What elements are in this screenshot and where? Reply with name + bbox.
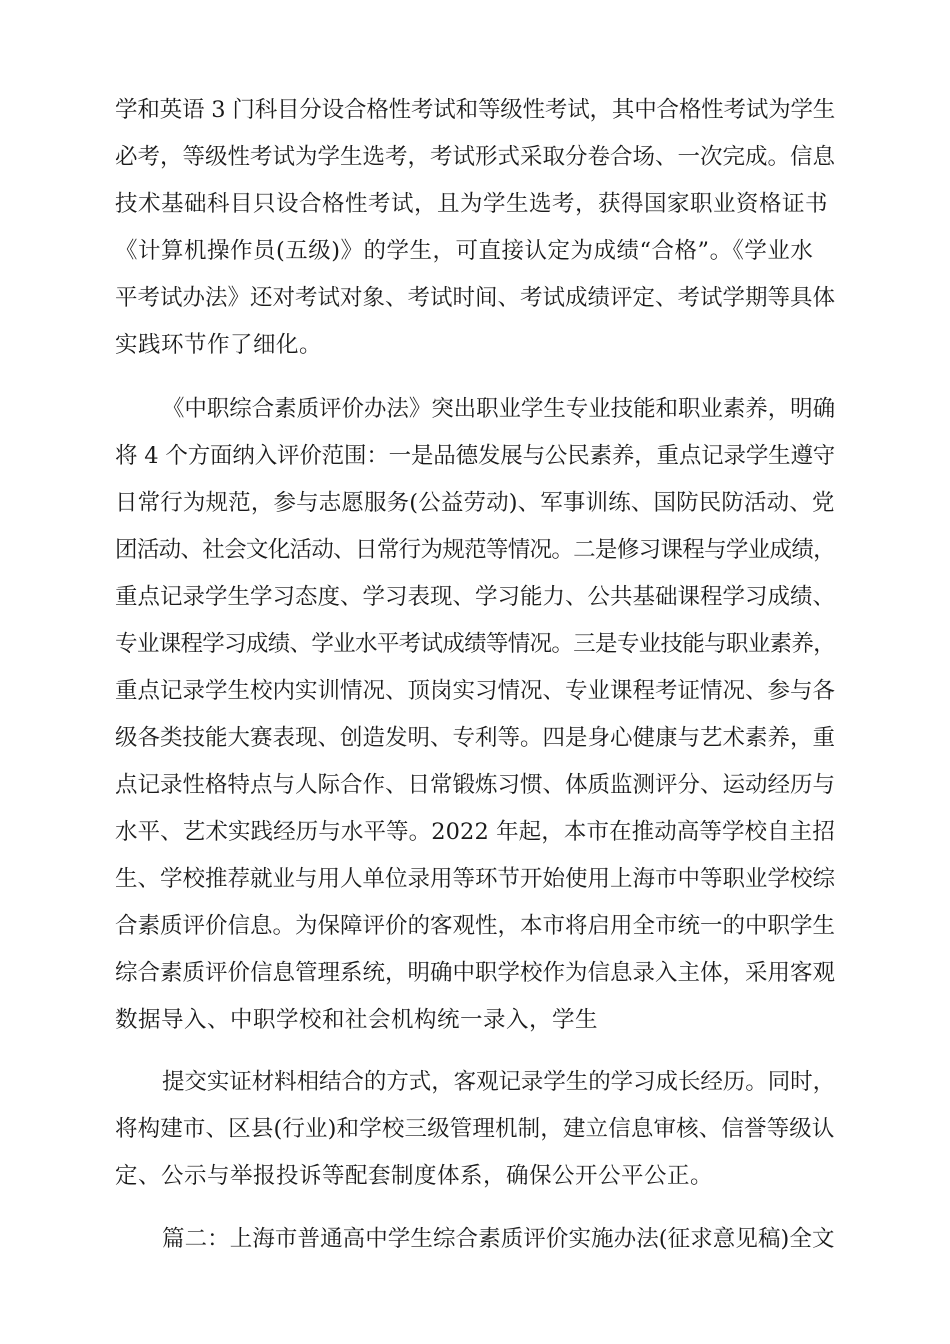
paragraph-line: 生、学校推荐就业与用人单位录用等环节开始使用上海市中等职业学校综: [115, 866, 836, 892]
paragraph-line: 级各类技能大赛表现、创造发明、专利等。四是身心健康与艺术素养，重: [115, 725, 836, 751]
paragraph-line: 数据导入、中职学校和社会机构统一录入，学生: [115, 1007, 599, 1033]
paragraph-line: 综合素质评价信息管理系统，明确中职学校作为信息录入主体，采用客观: [115, 960, 836, 986]
paragraph-line: 平考试办法》还对考试对象、考试时间、考试成绩评定、考试学期等具体: [115, 285, 836, 311]
paragraph-line: 实践环节作了细化。: [115, 332, 323, 358]
paragraph-line: 水平、艺术实践经历与水平等。2022 年起，本市在推动高等学校自主招: [115, 819, 835, 845]
section-heading: 篇二：上海市普通高中学生综合素质评价实施办法(征求意见稿)全文: [162, 1226, 835, 1252]
paragraph-line: 点记录性格特点与人际合作、日常锻炼习惯、体质监测评分、运动经历与: [115, 772, 836, 798]
paragraph-line: 提交实证材料相结合的方式，客观记录学生的学习成长经历。同时，: [162, 1069, 836, 1095]
paragraph-line: 日常行为规范，参与志愿服务(公益劳动)、军事训练、国防民防活动、党: [115, 490, 835, 516]
paragraph-line: 学和英语 3 门科目分设合格性考试和等级性考试，其中合格性考试为学生: [115, 97, 836, 123]
paragraph-line: 《中职综合素质评价办法》突出职业学生专业技能和职业素养，明确: [162, 396, 836, 422]
paragraph-line: 专业课程学习成绩、学业水平考试成绩等情况。三是专业技能与职业素养，: [115, 631, 836, 657]
paragraph-line: 将构建市、区县(行业)和学校三级管理机制，建立信息审核、信誉等级认: [115, 1116, 835, 1142]
paragraph-line: 技术基础科目只设合格性考试，且为学生选考，获得国家职业资格证书: [115, 191, 829, 217]
paragraph-line: 重点记录学生学习态度、学习表现、学习能力、公共基础课程学习成绩、: [115, 584, 836, 610]
paragraph-line: 必考，等级性考试为学生选考，考试形式采取分卷合场、一次完成。信息: [115, 144, 836, 170]
paragraph-line: 合素质评价信息。为保障评价的客观性，本市将启用全市统一的中职学生: [115, 913, 836, 939]
paragraph-line: 重点记录学生校内实训情况、顶岗实习情况、专业课程考证情况、参与各: [115, 678, 836, 704]
paragraph-line: 将 4 个方面纳入评价范围：一是品德发展与公民素养，重点记录学生遵守: [115, 443, 836, 469]
paragraph-line: 定、公示与举报投诉等配套制度体系，确保公开公平公正。: [115, 1163, 714, 1189]
paragraph-line: 《计算机操作员(五级)》的学生，可直接认定为成绩“合格”。《学业水: [115, 238, 814, 264]
paragraph-line: 团活动、社会文化活动、日常行为规范等情况。二是修习课程与学业成绩，: [115, 537, 836, 563]
